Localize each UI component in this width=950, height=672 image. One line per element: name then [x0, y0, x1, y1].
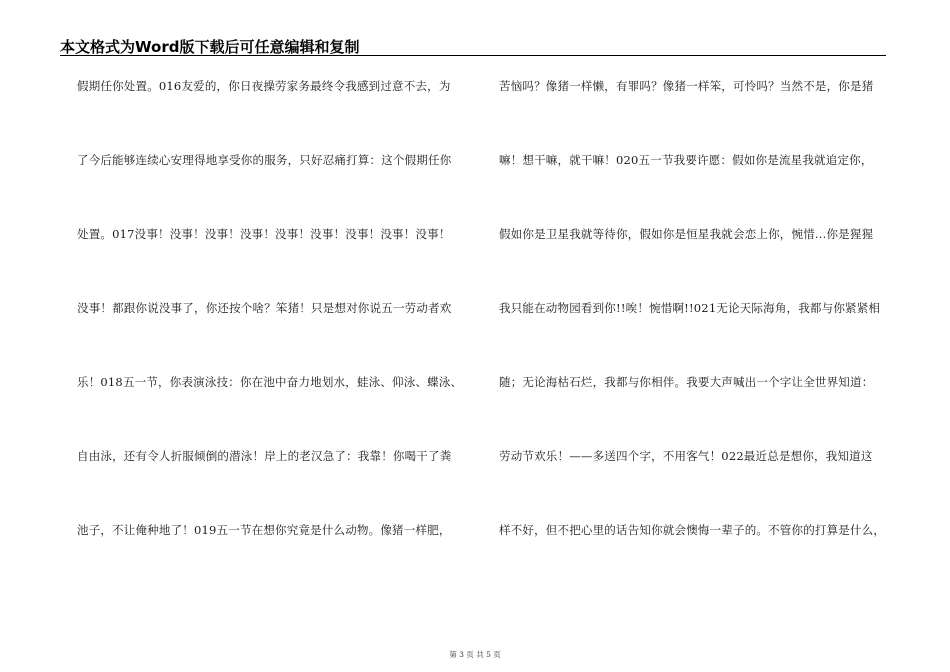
text-line: 处置。017没事！没事！没事！没事！没事！没事！没事！没事！没事！: [77, 227, 451, 241]
text-line: 嘛！想干嘛，就干嘛！020五一节我要许愿：假如你是流星我就追定你，: [499, 153, 873, 167]
text-line: 没事！都跟你说没事了，你还按个啥？笨猪！只是想对你说五一劳动者欢: [77, 301, 452, 315]
text-line: 样不好，但不把心里的话告知你就会懊悔一辈子的。不管你的打算是什么，: [499, 523, 886, 537]
page-header-title: 本文格式为Word版下载后可任意编辑和复制: [60, 38, 360, 56]
text-line: 劳动节欢乐！——多送四个字，不用客气！022最近总是想你，我知道这: [499, 449, 873, 463]
text-line: 乐！018五一节，你表演泳技：你在池中奋力地划水，蛙泳、仰泳、蝶泳、: [77, 375, 463, 389]
left-text-column: [77, 77, 469, 595]
text-line: 假期任你处置。016友爱的，你日夜操劳家务最终令我感到过意不去，为: [77, 79, 451, 93]
text-line: 苦恼吗？像猪一样懒，有罪吗？像猪一样笨，可怜吗？当然不是，你是猪: [499, 79, 874, 93]
right-text-column: [499, 77, 891, 595]
text-line: 假如你是卫星我就等待你，假如你是恒星我就会恋上你，惋惜...你是猩猩: [499, 227, 874, 241]
text-line: 了今后能够连续心安理得地享受你的服务，只好忍痛打算：这个假期任你: [77, 153, 452, 167]
text-line: 自由泳，还有令人折服倾倒的潜泳！岸上的老汉急了：我靠！你喝干了粪: [77, 449, 452, 463]
text-line: 池子，不让俺种地了！019五一节在想你究竟是什么动物。像猪一样肥，: [77, 523, 451, 537]
text-line: 我只能在动物园看到你!!唉！惋惜啊!!021无论天际海角，我都与你紧紧相: [499, 301, 881, 315]
text-line: 随；无论海枯石烂，我都与你相伴。我要大声喊出一个字让全世界知道：: [499, 375, 874, 389]
header-divider: [60, 55, 886, 56]
page-number-footer: 第 3 页 共 5 页: [449, 650, 501, 659]
